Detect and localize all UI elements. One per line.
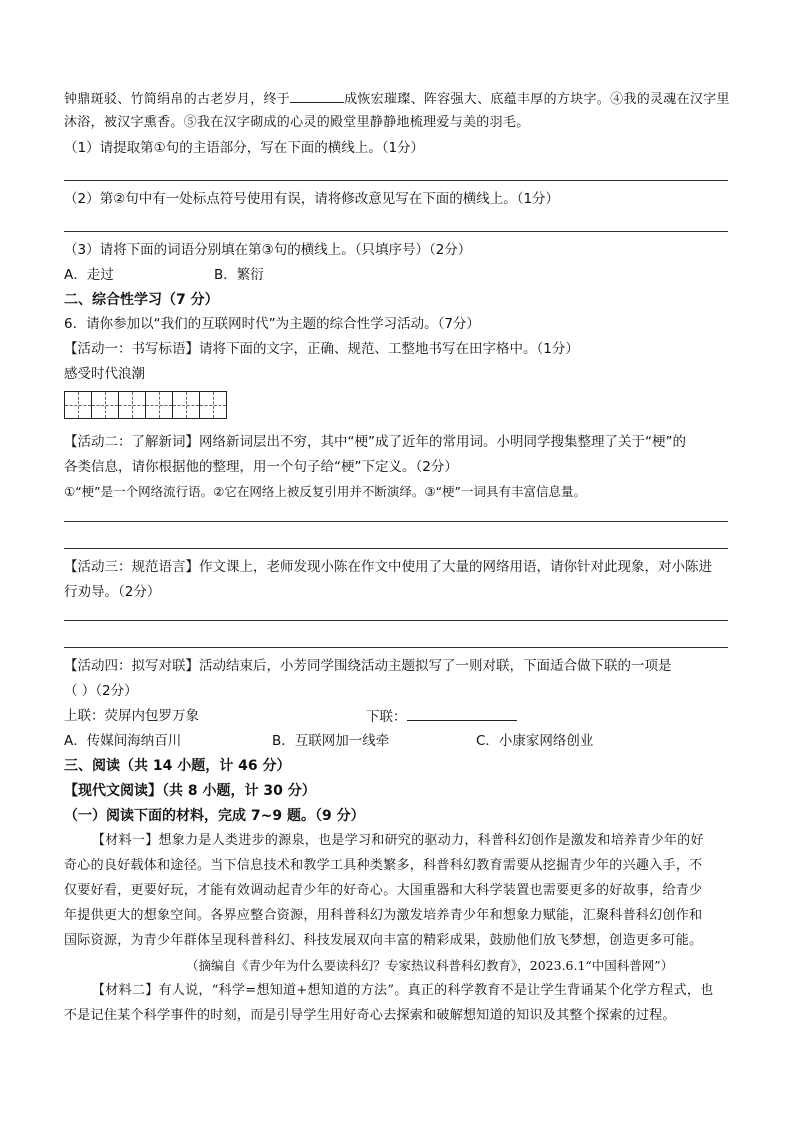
tianzige-grid[interactable] [64,391,226,419]
activity-four: （ ）（2分） [64,683,138,699]
question-intro: 6．请你参加以“我们的互联网时代”为主题的综合性学习活动。（7分） [64,316,480,332]
couplet-option-b: B．互联网加一线牵 [272,733,390,749]
material-line: 钟鼎斑驳、竹简绢帛的古老岁月，终于 成恢宏璀璨、阵容强大、底蕴丰厚的方块字。④我的灵魂在汉字里 [64,88,730,110]
subquestion: （2）第②句中有一处标点符号使用有误，请将修改意见写在下面的横线上。（1分） [64,191,560,207]
fill-blank[interactable] [290,88,344,103]
activity-two: 各类信息，请你根据他的整理，用一个句子给“梗”下定义。（2分） [64,459,458,475]
material-one-line: 仅要好看，更要好玩，才能有效调动起青少年的好奇心。大国重器和大科学装置也需要更多的好故事，给青少 [64,883,703,898]
slogan-text: 感受时代浪潮 [64,366,145,382]
answer-line[interactable] [64,521,728,522]
couplet-lower: 下联： [366,706,517,727]
option-a: A．走过 [64,267,114,283]
activity-one: 【活动一：书写标语】请将下面的文字，正确、规范、工整地书写在田字格中。（1分） [64,341,579,357]
answer-line[interactable] [64,548,728,549]
tianzige-cell[interactable] [172,391,200,419]
sub-heading: 【现代文阅读】（共 8 小题，计 30 分） [64,783,316,799]
material-one-line: 国际资源，为青少年群体呈现科普科幻、科技发展双向丰富的精彩成果，鼓励他们放飞梦想，创造更多可能。 [64,933,703,948]
answer-line[interactable] [64,620,728,621]
tianzige-cell[interactable] [118,391,146,419]
material-two-line: 【材料二】有人说，“科学=想知道+想知道的方法”。真正的科学教育不是让学生背诵某个化学方程式，也 [92,983,714,998]
activity-three: 行劝导。（2分） [64,584,161,600]
material-one-line: 【材料一】想象力是人类进步的源泉，也是学习和研究的驱动力，科普科幻创作是激发和培养青少年的好 [92,833,704,848]
part-heading: （一）阅读下面的材料，完成 7~9 题。（9 分） [64,808,365,824]
fill-blank[interactable] [407,706,517,721]
tianzige-cell[interactable] [64,391,92,419]
activity-three: 【活动三：规范语言】作文课上，老师发现小陈在作文中使用了大量的网络用语，请你针对此现象，对小陈进 [64,559,712,575]
answer-line[interactable] [64,231,728,232]
activity-two-info: ①“梗”是一个网络流行语。②它在网络上被反复引用并不断演绎。③“梗”一词具有丰富信息量。 [64,484,587,499]
couplet-upper: 上联：荧屏内包罗万象 [64,708,199,724]
couplet-option-c: C．小康家网络创业 [476,733,594,749]
section-heading: 三、阅读（共 14 小题，计 46 分） [64,758,291,774]
tianzige-cell[interactable] [199,391,227,419]
subquestion: （1）请提取第①句的主语部分，写在下面的横线上。（1分） [64,140,425,156]
activity-two: 【活动二：了解新词】网络新词层出不穷，其中“梗”成了近年的常用词。小明同学搜集整理了关于“梗”的 [64,434,686,450]
subquestion: （3）请将下面的词语分别填在第③句的横线上。（只填序号）（2分） [64,242,472,258]
couplet-option-a: A．传媒间海纳百川 [64,733,182,749]
material-one-line: 奇心的良好载体和途径。当下信息技术和教学工具种类繁多，科普科幻教育需要从挖掘青少年的兴趣入手，不 [64,858,703,873]
section-heading: 二、综合性学习（7 分） [64,292,219,308]
answer-line[interactable] [64,180,728,181]
material-two-line: 不是记住某个科学事件的时刻，而是引导学生用好奇心去探索和破解想知道的知识及其整个探索的过程。 [64,1008,676,1023]
option-b: B．繁衍 [214,267,264,283]
tianzige-cell[interactable] [91,391,119,419]
material-line: 沐浴，被汉字熏香。⑤我在汉字砌成的心灵的殿堂里静静地梳理爱与美的羽毛。 [64,115,530,130]
material-one-line: 年提供更大的想象空间。各界应整合资源，用科普科幻为激发培养青少年和想象力赋能，汇聚科普科幻创作和 [64,908,703,923]
activity-four: 【活动四：拟写对联】活动结束后，小芳同学围绕活动主题拟写了一则对联，下面适合做下联的一项是 [64,658,672,674]
material-source: （摘编自《青少年为什么要读科幻？专家热议科普科幻教育》，2023.6.1“中国科普网”） [186,958,674,973]
tianzige-cell[interactable] [145,391,173,419]
answer-line[interactable] [64,647,728,648]
